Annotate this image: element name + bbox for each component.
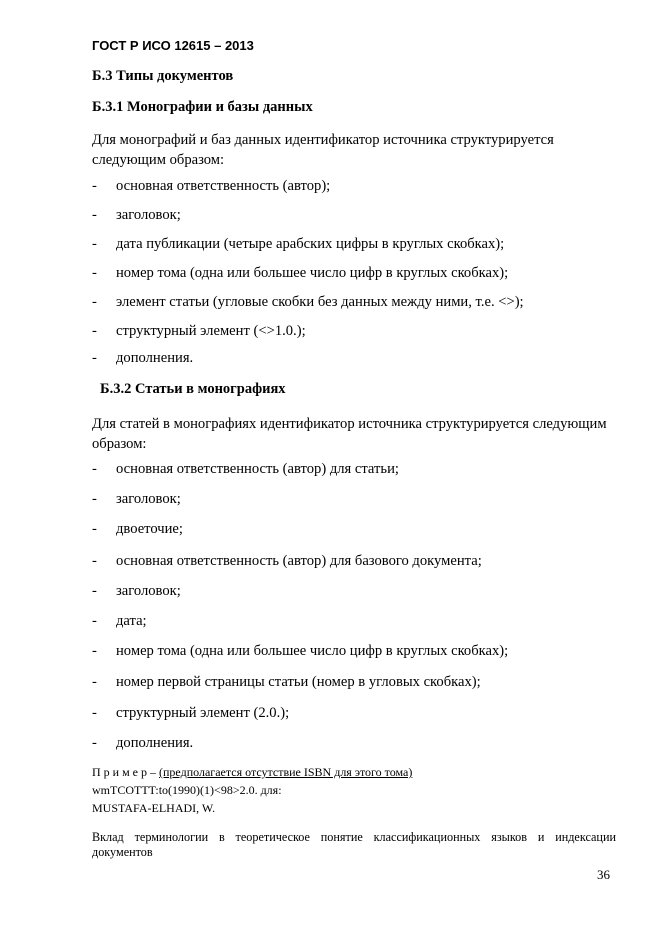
list-marker: - (92, 553, 97, 569)
section-b31-intro: Для монографий и баз данных идентификатор источника структурируется следующим образом: (92, 132, 554, 168)
list-item-text: заголовок; (116, 583, 181, 599)
section-b32-title: Б.3.2 Статьи в монографиях (100, 381, 286, 397)
example-code-line: wmTCOTTT:to(1990)(1)<98>2.0. для: (92, 783, 282, 797)
list-marker: - (92, 294, 97, 310)
list-marker: - (92, 265, 97, 281)
list-marker: - (92, 178, 97, 194)
page-number: 36 (597, 867, 610, 882)
list-marker: - (92, 236, 97, 252)
list-item-text: структурный элемент (2.0.); (116, 705, 290, 721)
list-marker: - (92, 521, 97, 537)
list-marker: - (92, 643, 97, 659)
list-marker: - (92, 207, 97, 223)
list-marker: - (92, 491, 97, 507)
example-dash: – (147, 765, 160, 779)
example-label: П р и м е р (92, 765, 148, 779)
section-b3-title: Б.3 Типы документов (92, 68, 234, 84)
list-marker: - (92, 705, 97, 721)
list-item-text: структурный элемент (<>1.0.); (116, 323, 306, 339)
list-item-text: номер тома (одна или большее число цифр в круглых скобках); (116, 265, 509, 281)
example-note: (предполагается отсутствие ISBN для этого тома) (159, 765, 413, 779)
section-b31-title: Б.3.1 Монографии и базы данных (92, 99, 313, 115)
list-marker: - (92, 735, 97, 751)
list-marker: - (92, 323, 97, 339)
example-header (92, 765, 412, 780)
list-item-text: дата публикации (четыре арабских цифры в круглых скобках); (116, 236, 505, 252)
list-marker: - (92, 613, 97, 629)
list-item-text: дополнения. (116, 350, 194, 366)
list-item-text: основная ответственность (автор) для статьи; (116, 461, 399, 477)
list-item-text: дата; (116, 613, 147, 629)
list-item-text: элемент статьи (угловые скобки без данных между ними, т.е. <>); (116, 294, 524, 310)
list-item-text: заголовок; (116, 207, 181, 223)
list-marker: - (92, 350, 97, 366)
example-description: Вклад терминологии в теоретическое понятие классификационных языков и индексации документов (92, 830, 616, 859)
list-item-text: заголовок; (116, 491, 181, 507)
section-b32-intro: Для статей в монографиях идентификатор источника структурируется следующим образом: (92, 416, 607, 452)
list-marker: - (92, 583, 97, 599)
list-item-text: дополнения. (116, 735, 194, 751)
example-author-line: MUSTAFA-ELHADI, W. (92, 801, 216, 815)
list-marker: - (92, 674, 97, 690)
list-item-text: двоеточие; (116, 521, 183, 537)
list-item-text: номер тома (одна или большее число цифр в круглых скобках); (116, 643, 509, 659)
list-item-text: основная ответственность (автор); (116, 178, 331, 194)
standard-header: ГОСТ Р ИСО 12615 – 2013 (92, 38, 254, 53)
list-item-text: номер первой страницы статьи (номер в угловых скобках); (116, 674, 481, 690)
list-marker: - (92, 461, 97, 477)
list-item-text: основная ответственность (автор) для базового документа; (116, 553, 482, 569)
